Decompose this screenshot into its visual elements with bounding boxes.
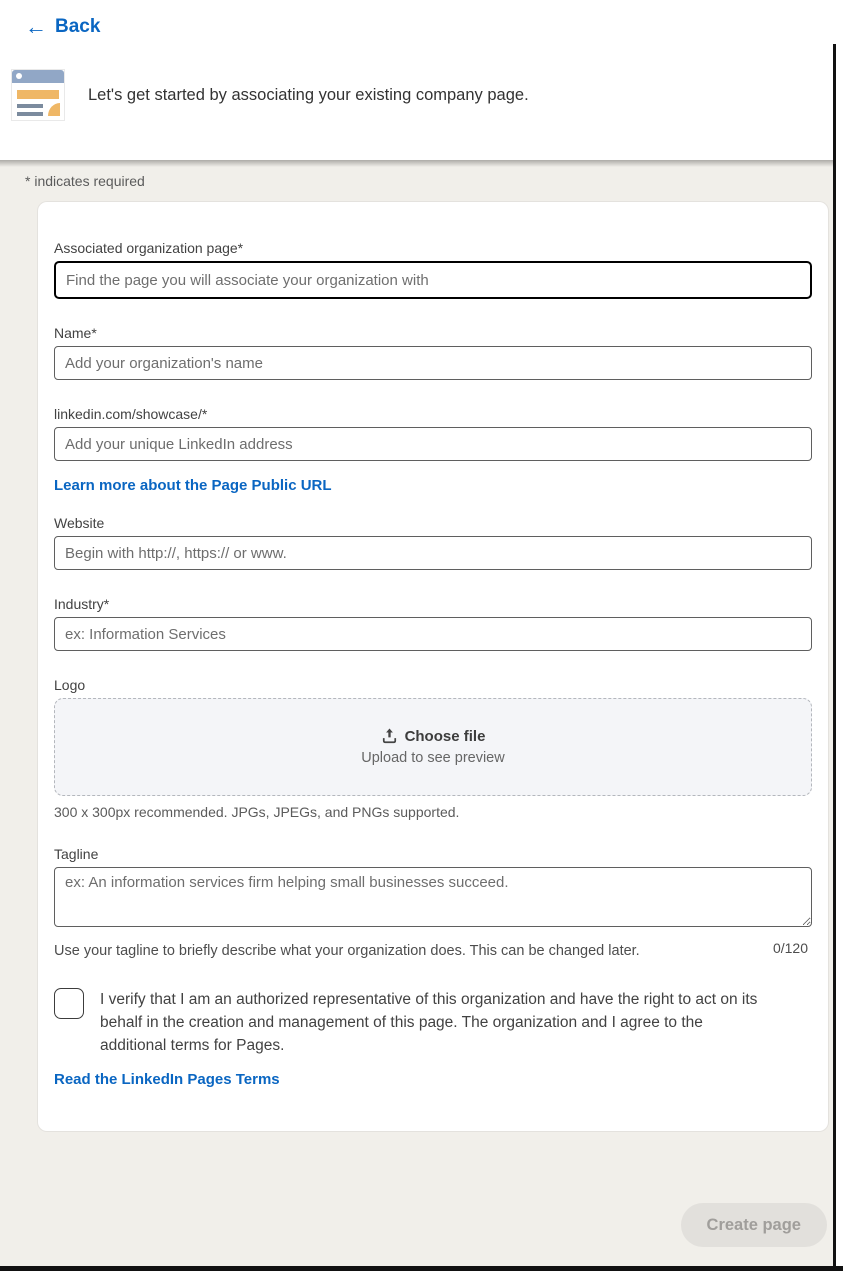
tagline-helper-row — [54, 940, 812, 962]
name-input[interactable] — [54, 346, 812, 380]
icon-gray-line — [17, 104, 43, 108]
create-page-button[interactable]: Create page — [681, 1203, 827, 1247]
verify-checkbox[interactable] — [54, 988, 84, 1019]
verify-statement: I verify that I am an authorized representative of this organization and have the right to act on its behalf in the creation and management of this page. The organization and I agree to the additional terms for Pages. — [100, 991, 758, 1054]
tagline-textarea[interactable] — [54, 867, 812, 927]
tagline-char-counter: 0/120 — [772, 940, 808, 956]
field-logo — [54, 677, 812, 820]
logo-label: Logo — [54, 677, 86, 693]
verify-row — [54, 988, 812, 1057]
choose-file-button[interactable]: Choose file — [404, 728, 486, 745]
back-button[interactable] — [25, 16, 100, 38]
back-label: Back — [55, 16, 101, 37]
icon-orange-bar — [17, 90, 59, 99]
tagline-helper-text: Use your tagline to briefly describe what your organization does. This can be changed later. — [54, 943, 640, 959]
showcase-url-label: linkedin.com/showcase/* — [54, 406, 208, 422]
name-label: Name* — [54, 325, 97, 341]
industry-label: Industry* — [54, 596, 110, 612]
pages-terms-link[interactable]: Read the LinkedIn Pages Terms — [54, 1071, 280, 1088]
industry-input[interactable] — [54, 617, 812, 651]
terms-link-row — [54, 1071, 812, 1089]
tagline-label: Tagline — [54, 846, 99, 862]
back-arrow-icon: ← — [25, 14, 47, 39]
header-row — [12, 70, 529, 120]
field-showcase-url — [54, 406, 812, 461]
field-associated-page — [54, 240, 812, 299]
field-name — [54, 325, 812, 380]
required-note: * indicates required — [25, 173, 145, 189]
associated-page-label: Associated organization page* — [54, 240, 244, 256]
public-url-link-row — [54, 477, 812, 495]
associated-page-input[interactable] — [54, 261, 812, 299]
header-shadow-divider — [0, 160, 834, 167]
form-card — [38, 202, 828, 1131]
showcase-url-input[interactable] — [54, 427, 812, 461]
upload-hint: Upload to see preview — [361, 750, 505, 766]
logo-help-text: 300 x 300px recommended. JPGs, JPEGs, and PNGs supported. — [54, 804, 460, 820]
upload-icon — [381, 728, 398, 745]
choose-file-row[interactable] — [381, 728, 486, 745]
field-industry — [54, 596, 812, 651]
field-tagline — [54, 846, 812, 962]
field-website — [54, 515, 812, 570]
header — [0, 0, 834, 160]
page-headline: Let's get started by associating your existing company page. — [88, 85, 529, 104]
public-url-link[interactable]: Learn more about the Page Public URL — [54, 477, 332, 494]
website-input[interactable] — [54, 536, 812, 570]
page-illustration-icon — [12, 70, 64, 120]
logo-upload-dropzone[interactable] — [54, 698, 812, 796]
icon-quarter-circle — [48, 103, 60, 116]
icon-gray-line — [17, 112, 43, 116]
icon-dot — [16, 73, 22, 79]
website-label: Website — [54, 515, 105, 531]
form-section — [0, 160, 834, 1266]
frame-border-bottom — [0, 1266, 843, 1271]
frame-border-right — [833, 44, 836, 1271]
